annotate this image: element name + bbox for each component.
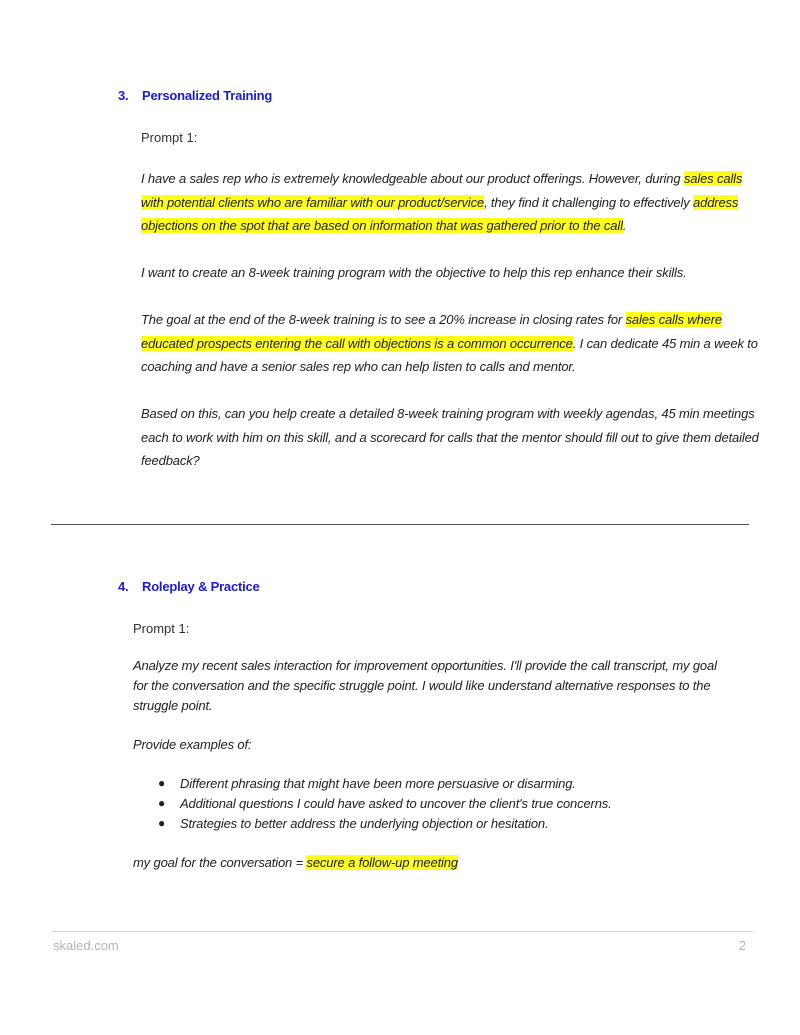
section-3-paragraph-4: Based on this, can you help create a detailed 8-week training program with weekly agendas, 45 min meetings each to work with him on this skill, and a scorecard for calls that the mentor should fill out to give them detailed feedback? xyxy=(141,406,759,468)
bullet-text: Different phrasing that might have been more persuasive or disarming. xyxy=(180,776,576,791)
bullet-text: Strategies to better address the underlying objection or hesitation. xyxy=(180,815,549,831)
section-3-p3-highlight: sales calls where educated prospects entering the call with objections is a common occurrence xyxy=(141,312,722,351)
section-4-number: 4. xyxy=(118,579,129,594)
section-4-title: Roleplay & Practice xyxy=(142,579,260,594)
section-4-heading xyxy=(118,579,260,594)
bullet-icon: ● xyxy=(158,776,166,790)
section-3-p3-text-b: . I can dedicate 45 min a week to coaching and have a senior sales rep who can help listen to calls and mentor. xyxy=(141,335,758,374)
bullet-icon: ● xyxy=(158,815,166,830)
list-item xyxy=(133,814,733,834)
section-3-paragraph-2: I want to create an 8-week training program with the objective to help this rep enhance their skills. xyxy=(141,265,687,280)
section-3-number: 3. xyxy=(118,88,129,103)
list-item xyxy=(133,794,733,814)
bullet-icon: ● xyxy=(158,795,166,810)
section-3-p3-text-a: The goal at the end of the 8-week training is to see a 20% increase in closing rates for xyxy=(141,312,626,327)
section-4-bullet-list xyxy=(133,774,733,833)
footer-site: skaled.com xyxy=(53,938,119,953)
section-4-goal-line xyxy=(133,853,733,873)
section-3-prompt-label: Prompt 1: xyxy=(141,130,198,145)
section-3-p1-highlight-b: address objections on the spot that are based on information that was gathered prior to the call xyxy=(141,194,739,233)
footer-divider xyxy=(51,931,753,932)
section-divider xyxy=(51,524,749,525)
section-4-paragraph-2: Provide examples of: xyxy=(133,737,252,752)
section-3-p1-text-a: I have a sales rep who is extremely knowledgeable about our product offerings. However, during xyxy=(141,171,684,186)
section-4-paragraph-1: Analyze my recent sales interaction for improvement opportunities. I'll provide the call transcript, my goal for the conversation and the specific struggle point. I would like understand alternative responses to the struggle point. xyxy=(133,658,717,713)
section-3-p1-highlight-a: sales calls with potential clients who are familiar with our product/service xyxy=(141,171,743,210)
section-3-paragraph-1 xyxy=(141,167,761,238)
section-3-p1-text-b: , they find it challenging to effectively xyxy=(484,194,694,210)
section-3-paragraph-3 xyxy=(141,308,761,379)
goal-text: my goal for the conversation = xyxy=(133,855,307,870)
goal-highlight: secure a follow-up meeting xyxy=(306,855,458,870)
list-item xyxy=(133,774,733,794)
section-3-p1-text-c: . xyxy=(622,218,627,233)
footer-page-number: 2 xyxy=(738,938,746,953)
bullet-text: Additional questions I could have asked to uncover the client's true concerns. xyxy=(180,795,612,811)
section-3-title: Personalized Training xyxy=(142,88,273,103)
section-4-prompt-label: Prompt 1: xyxy=(133,621,190,636)
section-3-heading xyxy=(118,88,272,103)
